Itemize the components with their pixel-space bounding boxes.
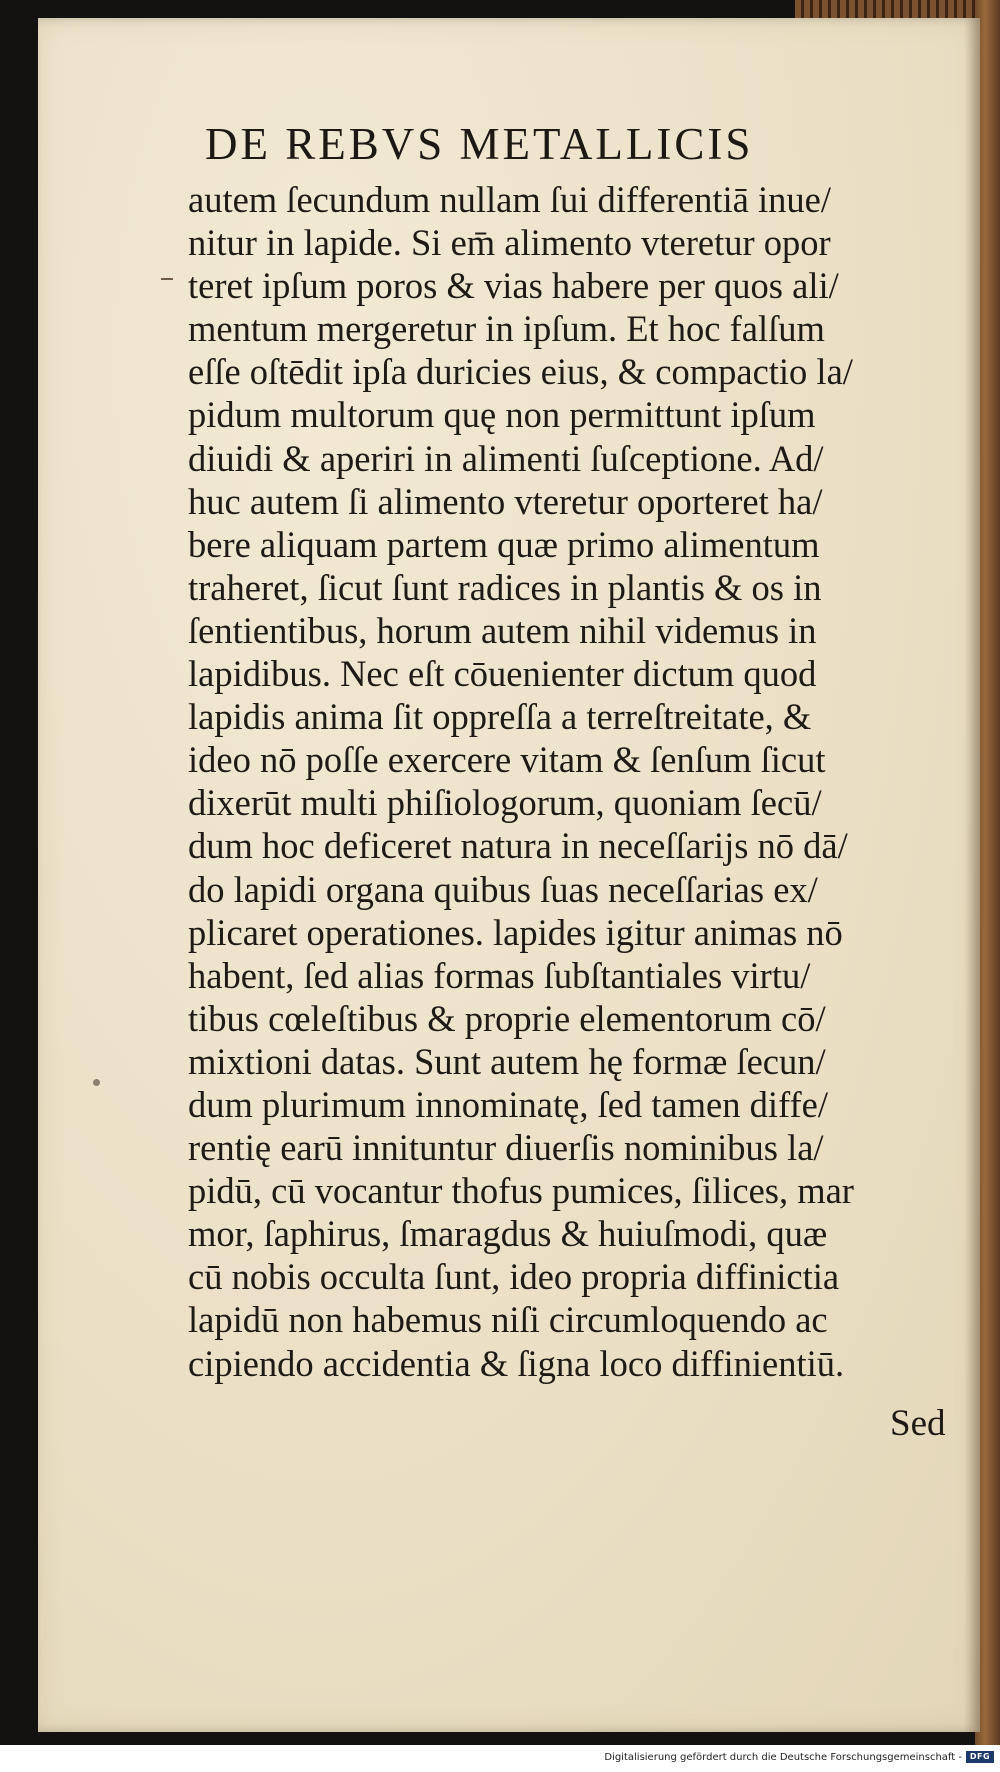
page-gutter-shadow — [964, 18, 980, 1732]
text-line: tibus cœleſtibus & proprie elementorum cō/ — [188, 997, 826, 1039]
text-line: cū nobis occulta ſunt, ideo propria diffinictia — [188, 1256, 840, 1298]
body-text — [188, 178, 958, 1385]
text-line: eſſe oſtēdit ipſa duricies eius, & compactio la/ — [188, 351, 853, 393]
text-line: dixerūt multi phiſiologorum, quoniam ſecū/ — [188, 782, 822, 824]
text-line: traheret, ſicut ſunt radices in plantis & os in — [188, 566, 822, 608]
text-line: do lapidi organa quibus ſuas neceſſarias ex/ — [188, 868, 818, 910]
margin-mark — [161, 278, 173, 280]
text-line: pidū, cū vocantur thofus pumices, ſilices, mar — [188, 1170, 854, 1212]
text-line: mixtioni datas. Sunt autem hę formæ ſecun/ — [188, 1040, 826, 1082]
text-line: ſentientibus, horum autem nihil videmus in — [188, 609, 817, 651]
paper-speck — [93, 1079, 100, 1086]
text-line: lapidibus. Nec eſt cōuenienter dictum quod — [188, 653, 817, 695]
catchword: Sed — [890, 1403, 946, 1444]
text-line: nitur in lapide. Si em̄ alimento vteretur opor — [188, 222, 831, 264]
text-line: mentum mergeretur in ipſum. Et hoc falſum — [188, 308, 825, 350]
text-line: mor, ſaphirus, ſmaragdus & huiuſmodi, quæ — [188, 1213, 828, 1255]
text-line: diuidi & aperiri in alimenti ſuſceptione. Ad/ — [188, 437, 824, 479]
running-head: DE REBVS METALLICIS — [205, 119, 754, 169]
dfg-logo: DFG — [966, 1751, 994, 1763]
text-line: rentię earū innituntur diuerſis nominibus la/ — [188, 1127, 824, 1169]
text-line: bere aliquam partem quæ primo alimentum — [188, 523, 820, 565]
text-line: pidum multorum quę non permittunt ipſum — [188, 394, 816, 436]
digitization-credit: Digitalisierung gefördert durch die Deutsche Forschungsgemeinschaft - — [604, 1752, 962, 1763]
text-line: teret ipſum poros & vias habere per quos ali/ — [188, 265, 839, 307]
text-line: lapidū non habemus niſi circumloquendo ac — [188, 1299, 828, 1341]
text-line: huc autem ſi alimento vteretur oporteret ha/ — [188, 480, 823, 522]
text-line: ideo nō poſſe exercere vitam & ſenſum ſicut — [188, 739, 826, 781]
text-line: autem ſecundum nullam ſui differentiā inue/ — [188, 179, 831, 220]
text-line: lapidis anima ſit oppreſſa a terreſtreitate, & — [188, 696, 812, 738]
text-line: dum plurimum innominatę, ſed tamen diffe/ — [188, 1083, 828, 1125]
text-line: habent, ſed alias formas ſubſtantiales virtu/ — [188, 954, 811, 996]
text-line: dum hoc deficeret natura in neceſſarijs nō dā/ — [188, 825, 848, 867]
text-line: plicaret operationes. lapides igitur animas nō — [188, 911, 843, 953]
text-line: cipiendo accidentia & ſigna loco diffinientiū. — [188, 1342, 845, 1384]
